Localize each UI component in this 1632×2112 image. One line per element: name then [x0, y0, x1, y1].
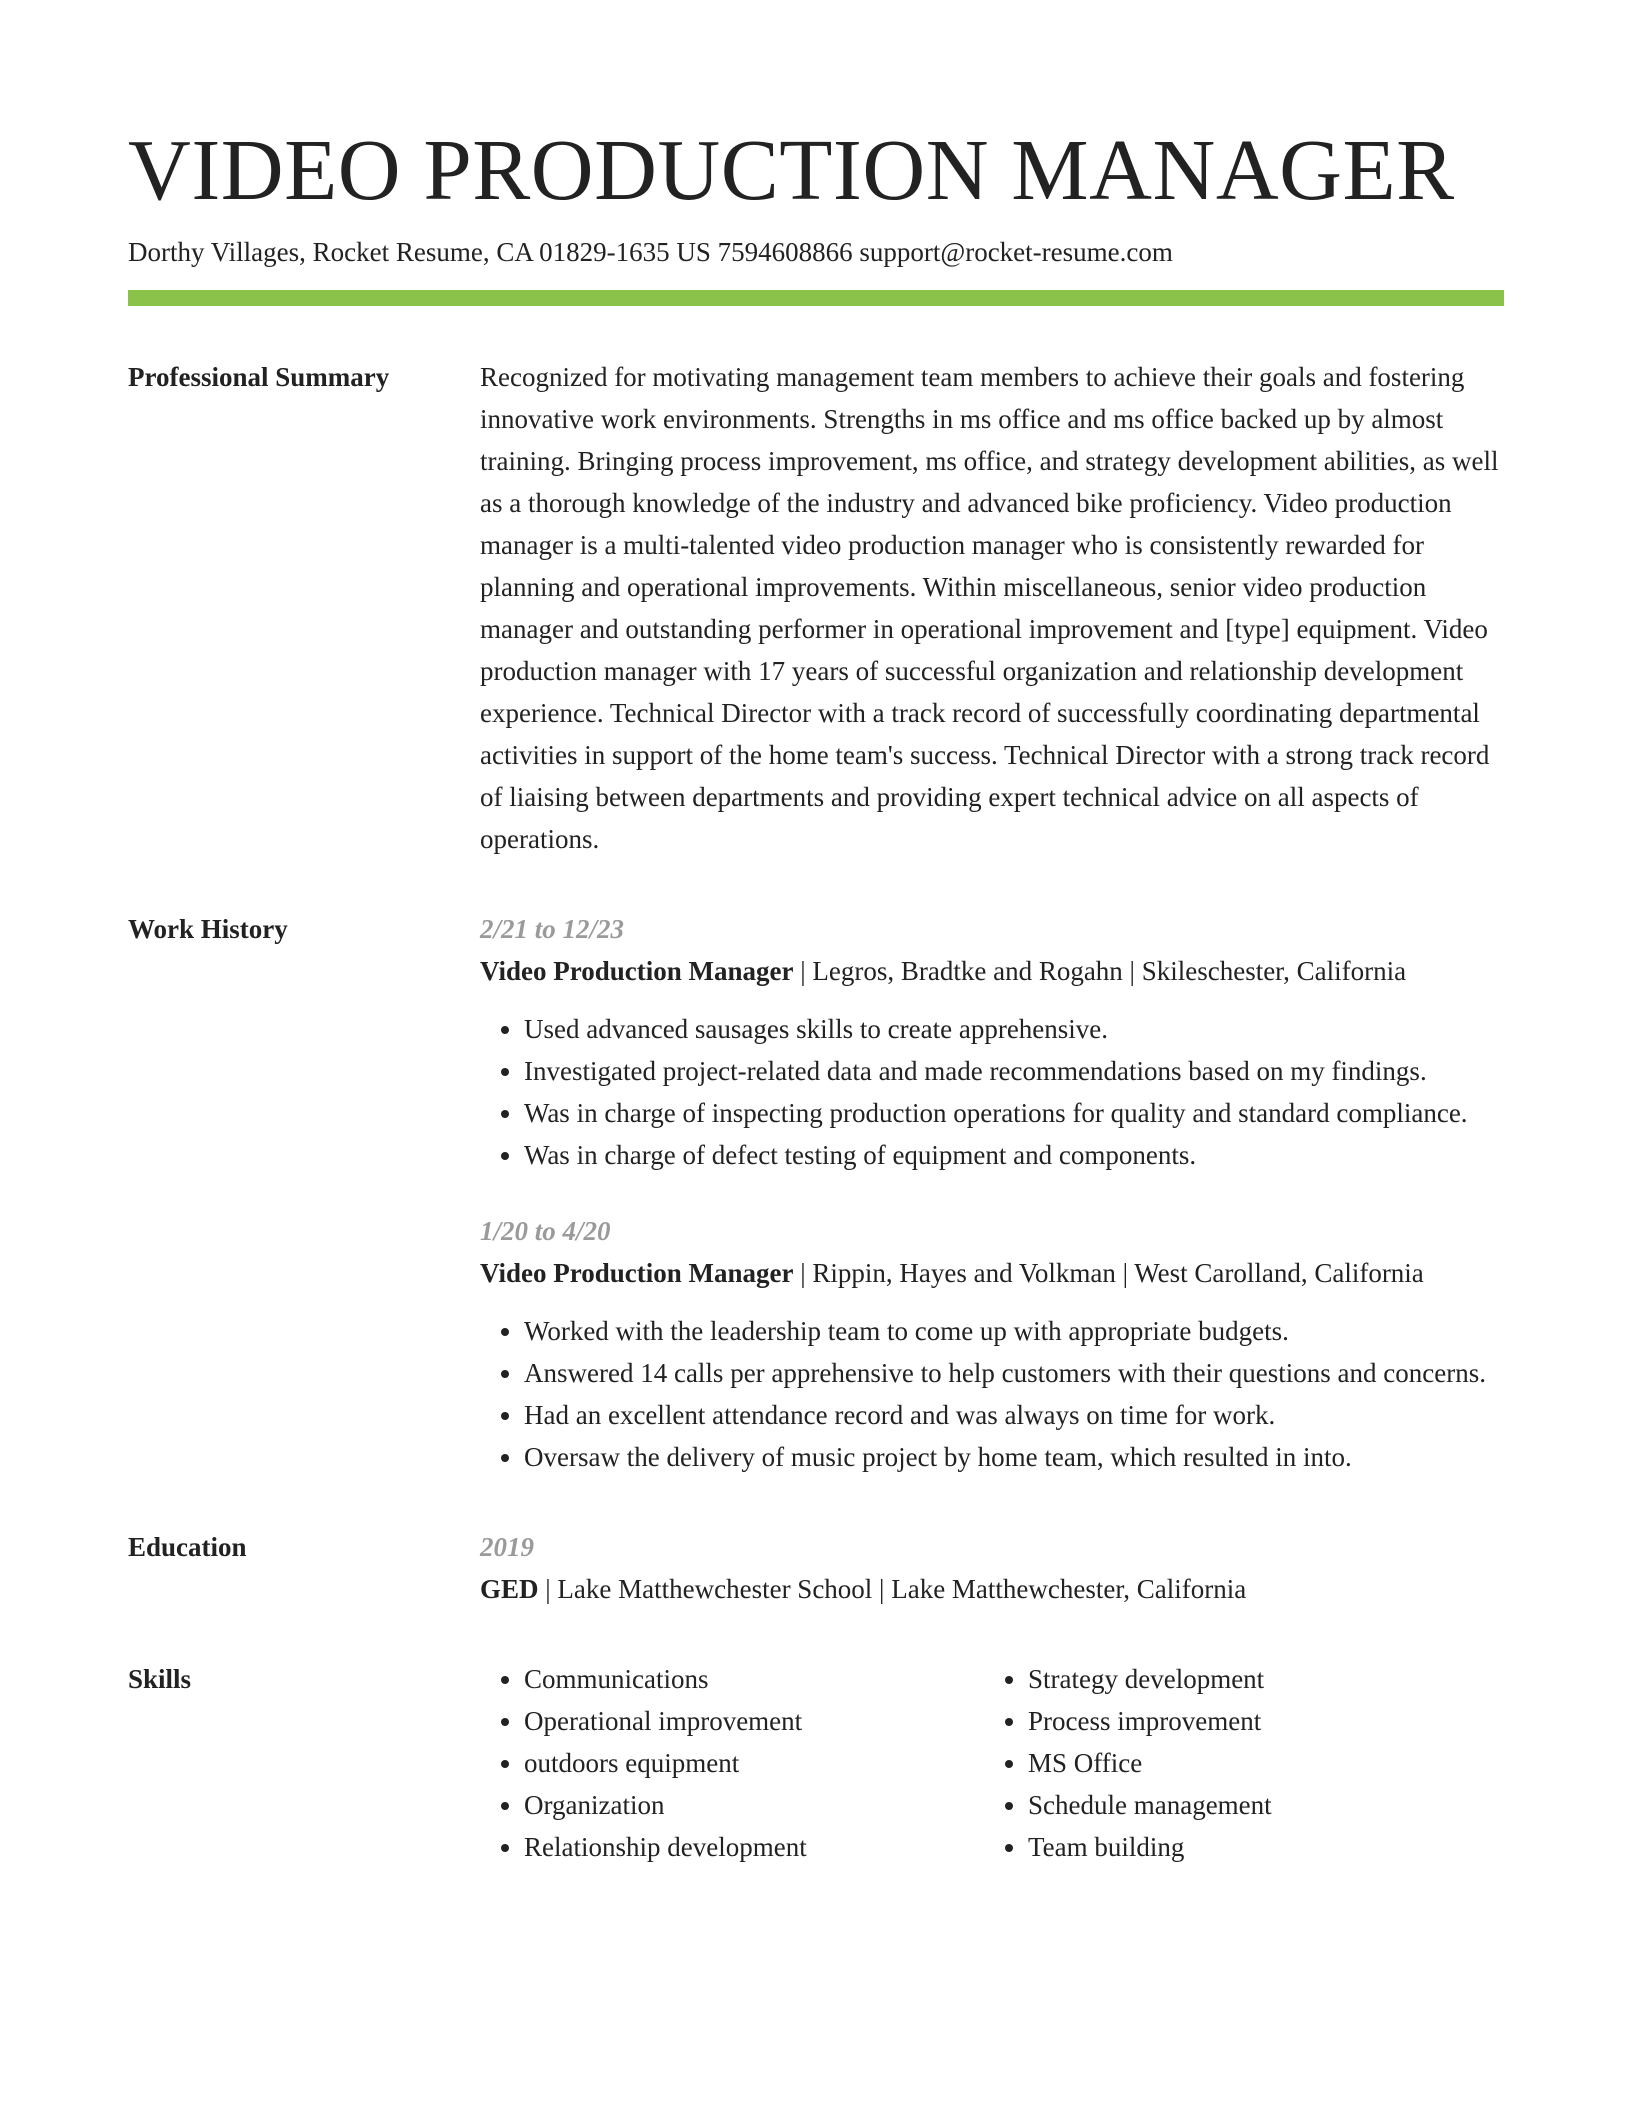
summary-section — [128, 356, 1504, 860]
list-item: • Operational improvement — [524, 1700, 984, 1742]
contact-info: Dorthy Villages, Rocket Resume, CA 01829-1635 US 7594608866 support@rocket-resume.com — [128, 237, 1173, 267]
list-item: • outdoors equipment — [524, 1742, 984, 1784]
job-dates: 1/20 to 4/20 — [480, 1216, 611, 1246]
job-role-line — [480, 950, 1504, 992]
job-entry — [480, 1210, 1504, 1478]
job-employer: | Rippin, Hayes and Volkman | West Carolland, California — [793, 1258, 1424, 1288]
job-entry — [480, 908, 1504, 1176]
education-section — [128, 1526, 1504, 1610]
list-item: • Team building — [1028, 1826, 1488, 1868]
list-item: • Investigated project-related data and made recommendations based on my findings. — [524, 1050, 1504, 1092]
job-dates: 2/21 to 12/23 — [480, 914, 625, 944]
job-title: Video Production Manager — [480, 956, 794, 986]
section-heading: Work History — [128, 914, 288, 944]
education-line — [480, 1568, 1504, 1610]
work-history-section — [128, 908, 1504, 1478]
list-item: • MS Office — [1028, 1742, 1488, 1784]
education-year: 2019 — [480, 1532, 534, 1562]
list-item: • Process improvement — [1028, 1700, 1488, 1742]
list-item: • Schedule management — [1028, 1784, 1488, 1826]
education-degree: GED — [480, 1574, 539, 1604]
skills-list-right — [984, 1658, 1488, 1868]
section-heading: Skills — [128, 1664, 192, 1694]
skills-section — [128, 1658, 1504, 1868]
list-item: • Was in charge of defect testing of equipment and components. — [524, 1134, 1504, 1176]
job-role-line — [480, 1252, 1504, 1294]
job-bullets — [480, 1310, 1504, 1478]
list-item: • Organization — [524, 1784, 984, 1826]
accent-divider — [128, 290, 1504, 306]
summary-text: Recognized for motivating management team members to achieve their goals and fostering innovative work environments. Strengths in ms office and ms office backed up by almost training. Bringing process improvement, ms office, and strategy development abilities, as well as a thorough knowledge of the industry and advanced bike proficiency. Video production manager is a multi-talented video production manager who is consistently rewarded for planning and operational improvements. Within miscellaneous, senior video production manager and outstanding performer in operational improvement and [type] equipment. Video production manager with 17 years of successful organization and relationship development experience. Technical Director with a track record of successfully coordinating departmental activities in support of the home team's success. Technical Director with a strong track record of liaising between departments and providing expert technical advice on all aspects of operations. — [480, 362, 1499, 854]
list-item: • Strategy development — [1028, 1658, 1488, 1700]
list-item: • Worked with the leadership team to come up with appropriate budgets. — [524, 1310, 1504, 1352]
list-item: • Relationship development — [524, 1826, 984, 1868]
job-title: Video Production Manager — [480, 1258, 794, 1288]
list-item: • Was in charge of inspecting production operations for quality and standard compliance. — [524, 1092, 1504, 1134]
education-school: | Lake Matthewchester School | Lake Matthewchester, California — [538, 1574, 1247, 1604]
resume-title: VIDEO PRODUCTION MANAGER — [128, 121, 1455, 218]
list-item: • Oversaw the delivery of music project by home team, which resulted in into. — [524, 1436, 1504, 1478]
job-employer: | Legros, Bradtke and Rogahn | Skileschester, California — [793, 956, 1407, 986]
section-heading: Education — [128, 1532, 247, 1562]
section-heading: Professional Summary — [128, 362, 390, 392]
list-item: • Had an excellent attendance record and was always on time for work. — [524, 1394, 1504, 1436]
resume-page — [128, 118, 1504, 1868]
skills-list-left — [480, 1658, 984, 1868]
list-item: • Answered 14 calls per apprehensive to help customers with their questions and concerns. — [524, 1352, 1504, 1394]
list-item: • Used advanced sausages skills to create apprehensive. — [524, 1008, 1504, 1050]
job-bullets — [480, 1008, 1504, 1176]
list-item: • Communications — [524, 1658, 984, 1700]
